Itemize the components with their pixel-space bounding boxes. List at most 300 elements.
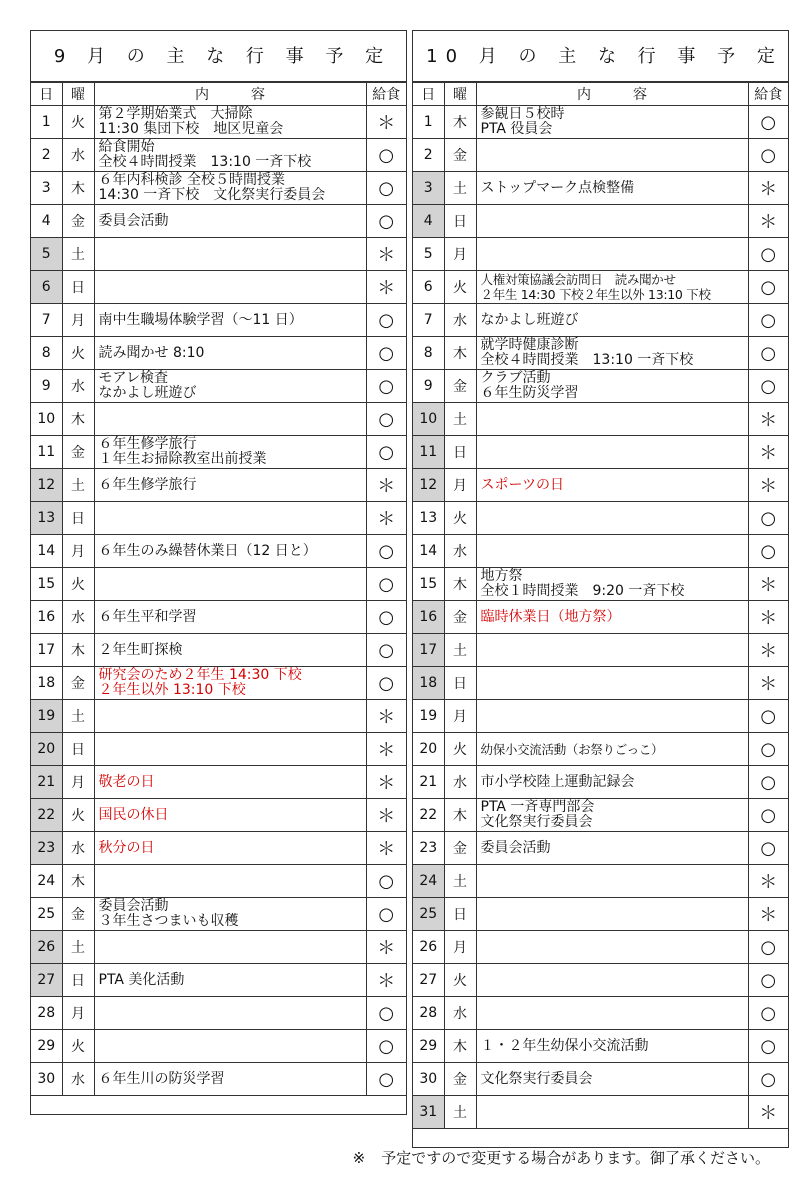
day-cell: 30	[413, 1063, 444, 1096]
day-cell: 12	[31, 469, 62, 502]
schedule-row	[31, 667, 406, 700]
day-cell: 23	[413, 832, 444, 865]
kyushoku-cell: ○	[366, 1030, 406, 1063]
weekday-cell: 火	[62, 106, 94, 139]
event-line: ６年生のみ繰替休業日（12 日と）	[98, 542, 317, 559]
schedule-row	[413, 1030, 788, 1063]
content-cell	[476, 931, 748, 964]
kyushoku-cell: ○	[748, 733, 788, 766]
schedule-row	[31, 238, 406, 271]
event-line: ６年内科検診 全校５時間授業	[98, 172, 285, 188]
weekday-cell: 土	[444, 865, 476, 898]
weekday-cell: 木	[62, 634, 94, 667]
kyushoku-cell: ＊	[366, 799, 406, 832]
weekday-cell: 月	[62, 997, 94, 1030]
header-weekday: 曜	[444, 83, 476, 106]
day-cell: 21	[413, 766, 444, 799]
schedule-row	[413, 337, 788, 370]
day-cell: 14	[31, 535, 62, 568]
content-cell	[476, 601, 748, 634]
kyushoku-cell: ○	[748, 337, 788, 370]
kyushoku-cell: ＊	[748, 865, 788, 898]
weekday-cell: 火	[444, 964, 476, 997]
kyushoku-cell: ○	[748, 997, 788, 1030]
october-rows	[413, 106, 788, 1129]
kyushoku-cell: ＊	[366, 733, 406, 766]
october-schedule	[412, 30, 789, 1148]
day-cell: 8	[31, 337, 62, 370]
content-cell	[476, 865, 748, 898]
schedule-row	[413, 634, 788, 667]
weekday-cell: 月	[444, 700, 476, 733]
content-cell	[476, 667, 748, 700]
event-line: １・２年生幼保小交流活動	[480, 1037, 649, 1054]
event-line: ２年生以外 13:10 下校	[98, 682, 246, 698]
kyushoku-cell: ＊	[748, 469, 788, 502]
day-cell: 30	[31, 1063, 62, 1096]
kyushoku-cell: ＊	[366, 832, 406, 865]
weekday-cell: 木	[444, 799, 476, 832]
weekday-cell: 日	[62, 964, 94, 997]
event-line: 敬老の日	[98, 773, 155, 790]
event-line: なかよし班遊び	[98, 385, 197, 401]
kyushoku-cell: ○	[748, 370, 788, 403]
event-line: 委員会活動	[98, 898, 169, 914]
day-cell: 11	[31, 436, 62, 469]
schedule-row	[31, 733, 406, 766]
day-cell: 23	[31, 832, 62, 865]
kyushoku-cell: ○	[748, 832, 788, 865]
kyushoku-cell: ＊	[748, 667, 788, 700]
content-cell	[94, 469, 366, 502]
day-cell: 10	[413, 403, 444, 436]
event-line: ３年生さつまいも収穫	[98, 913, 239, 929]
schedule-row	[413, 106, 788, 139]
kyushoku-cell: ＊	[366, 502, 406, 535]
kyushoku-cell: ○	[366, 865, 406, 898]
day-cell: 31	[413, 1096, 444, 1129]
event-line: 全校１時間授業 9:20 一斉下校	[480, 583, 685, 599]
content-cell	[476, 205, 748, 238]
kyushoku-cell: ＊	[748, 205, 788, 238]
event-line: 幼保小交流活動（お祭りごっこ）	[480, 741, 664, 757]
kyushoku-cell: ＊	[366, 964, 406, 997]
header-kyushoku: 給食	[748, 83, 788, 106]
event-line: 参観日５校時	[480, 106, 565, 122]
weekday-cell: 土	[62, 238, 94, 271]
event-line: 読み聞かせ 8:10	[98, 344, 205, 361]
content-cell	[476, 238, 748, 271]
event-line: ２年生町探検	[98, 641, 183, 658]
kyushoku-cell: ＊	[366, 469, 406, 502]
event-line: ６年生修学旅行	[98, 476, 197, 493]
weekday-cell: 月	[444, 931, 476, 964]
day-cell: 7	[31, 304, 62, 337]
kyushoku-cell: ＊	[748, 601, 788, 634]
kyushoku-cell: ＊	[366, 238, 406, 271]
kyushoku-cell: ○	[748, 139, 788, 172]
footnote-text: 予定ですので変更する場合があります。御了承ください。	[381, 1149, 770, 1167]
content-cell	[476, 403, 748, 436]
schedule-row	[31, 502, 406, 535]
kyushoku-cell: ＊	[748, 634, 788, 667]
kyushoku-cell: ＊	[748, 172, 788, 205]
content-cell	[476, 634, 748, 667]
content-cell	[94, 832, 366, 865]
schedule-row	[31, 469, 406, 502]
content-cell	[476, 832, 748, 865]
content-cell	[94, 535, 366, 568]
weekday-cell: 月	[444, 238, 476, 271]
day-cell: 3	[413, 172, 444, 205]
schedule-row	[413, 1096, 788, 1129]
content-cell	[476, 535, 748, 568]
kyushoku-cell: ○	[748, 1063, 788, 1096]
content-cell	[476, 304, 748, 337]
schedule-row	[31, 799, 406, 832]
event-line: 研究会のため２年生 14:30 下校	[98, 667, 302, 683]
event-line: 全校４時間授業 13:10 一斉下校	[480, 352, 694, 368]
weekday-cell: 水	[444, 997, 476, 1030]
content-cell	[476, 898, 748, 931]
schedule-row	[413, 304, 788, 337]
kyushoku-cell: ○	[748, 964, 788, 997]
day-cell: 1	[413, 106, 444, 139]
day-cell: 20	[31, 733, 62, 766]
day-cell: 24	[413, 865, 444, 898]
content-cell	[94, 700, 366, 733]
weekday-cell: 木	[444, 106, 476, 139]
day-cell: 6	[31, 271, 62, 304]
weekday-cell: 水	[62, 139, 94, 172]
kyushoku-cell: ○	[366, 337, 406, 370]
footnote-mark: ※	[352, 1149, 366, 1167]
event-line: 文化祭実行委員会	[480, 1070, 593, 1087]
kyushoku-cell: ○	[366, 568, 406, 601]
day-cell: 22	[31, 799, 62, 832]
weekday-cell: 土	[444, 634, 476, 667]
kyushoku-cell: ＊	[748, 436, 788, 469]
day-cell: 25	[31, 898, 62, 931]
weekday-cell: 金	[62, 667, 94, 700]
weekday-cell: 火	[62, 799, 94, 832]
content-cell	[94, 436, 366, 469]
header-kyushoku: 給食	[366, 83, 406, 106]
kyushoku-cell: ＊	[748, 568, 788, 601]
weekday-cell: 火	[444, 271, 476, 304]
event-line: PTA 一斉専門部会	[480, 799, 595, 815]
weekday-cell: 金	[62, 898, 94, 931]
event-line: 就学時健康診断	[480, 337, 579, 353]
day-cell: 18	[31, 667, 62, 700]
content-cell	[94, 271, 366, 304]
october-table	[413, 82, 788, 1129]
weekday-cell: 火	[62, 337, 94, 370]
weekday-cell: 木	[444, 337, 476, 370]
content-cell	[94, 634, 366, 667]
schedule-row	[413, 1063, 788, 1096]
content-cell	[94, 106, 366, 139]
kyushoku-cell: ＊	[748, 403, 788, 436]
content-cell	[94, 403, 366, 436]
day-cell: 12	[413, 469, 444, 502]
weekday-cell: 木	[62, 172, 94, 205]
schedule-row	[413, 403, 788, 436]
weekday-cell: 月	[62, 766, 94, 799]
schedule-row	[31, 271, 406, 304]
weekday-cell: 日	[62, 271, 94, 304]
event-line: ストップマーク点検整備	[480, 179, 635, 196]
event-line: モアレ検査	[98, 370, 168, 386]
event-line: 臨時休業日（地方祭）	[480, 608, 621, 625]
weekday-cell: 日	[444, 436, 476, 469]
event-line: 秋分の日	[98, 839, 155, 856]
kyushoku-cell: ○	[366, 601, 406, 634]
weekday-cell: 木	[444, 1030, 476, 1063]
day-cell: 4	[413, 205, 444, 238]
schedule-row	[31, 601, 406, 634]
event-line: 委員会活動	[98, 212, 169, 229]
schedule-row	[413, 469, 788, 502]
event-line: 国民の休日	[98, 806, 169, 823]
day-cell: 28	[31, 997, 62, 1030]
schedule-row	[413, 667, 788, 700]
day-cell: 9	[413, 370, 444, 403]
weekday-cell: 金	[444, 832, 476, 865]
event-line: 地方祭	[480, 568, 523, 584]
weekday-cell: 金	[444, 139, 476, 172]
schedule-row	[413, 601, 788, 634]
kyushoku-cell: ○	[366, 634, 406, 667]
weekday-cell: 土	[444, 403, 476, 436]
event-line: PTA 役員会	[480, 121, 553, 137]
schedule-row	[31, 304, 406, 337]
schedule-row	[413, 832, 788, 865]
header-day: 日	[31, 83, 62, 106]
event-line: なかよし班遊び	[480, 311, 579, 328]
content-cell	[94, 139, 366, 172]
schedule-row	[31, 370, 406, 403]
content-cell	[476, 172, 748, 205]
schedule-row	[31, 700, 406, 733]
schedule-row	[413, 436, 788, 469]
weekday-cell: 水	[444, 535, 476, 568]
day-cell: 21	[31, 766, 62, 799]
content-cell	[94, 667, 366, 700]
content-cell	[476, 1030, 748, 1063]
content-cell	[476, 700, 748, 733]
schedule-row	[31, 337, 406, 370]
header-weekday: 曜	[62, 83, 94, 106]
weekday-cell: 木	[444, 568, 476, 601]
event-line: 11:30 集団下校 地区児童会	[98, 121, 284, 137]
kyushoku-cell: ○	[366, 403, 406, 436]
day-cell: 26	[31, 931, 62, 964]
kyushoku-cell: ＊	[366, 106, 406, 139]
weekday-cell: 木	[62, 403, 94, 436]
schedule-row	[413, 766, 788, 799]
schedule-row	[413, 139, 788, 172]
header-row	[31, 83, 406, 106]
day-cell: 10	[31, 403, 62, 436]
content-cell	[476, 733, 748, 766]
day-cell: 26	[413, 931, 444, 964]
schedule-row	[413, 700, 788, 733]
september-table	[31, 82, 406, 1096]
event-line: 南中生職場体験学習（～11 日）	[98, 311, 303, 328]
event-line: 委員会活動	[480, 839, 551, 856]
day-cell: 27	[413, 964, 444, 997]
weekday-cell: 火	[62, 1030, 94, 1063]
kyushoku-cell: ○	[366, 370, 406, 403]
content-cell	[476, 139, 748, 172]
kyushoku-cell: ○	[748, 799, 788, 832]
content-cell	[476, 502, 748, 535]
content-cell	[94, 568, 366, 601]
weekday-cell: 土	[444, 172, 476, 205]
weekday-cell: 土	[444, 1096, 476, 1129]
kyushoku-cell: ＊	[748, 1096, 788, 1129]
kyushoku-cell: ○	[366, 436, 406, 469]
content-cell	[94, 931, 366, 964]
weekday-cell: 金	[444, 601, 476, 634]
kyushoku-cell: ○	[366, 172, 406, 205]
schedule-row	[413, 865, 788, 898]
day-cell: 19	[31, 700, 62, 733]
day-cell: 17	[31, 634, 62, 667]
content-cell	[94, 964, 366, 997]
weekday-cell: 火	[62, 568, 94, 601]
kyushoku-cell: ○	[748, 766, 788, 799]
content-cell	[94, 601, 366, 634]
content-cell	[476, 568, 748, 601]
schedule-row	[413, 997, 788, 1030]
schedule-row	[31, 436, 406, 469]
day-cell: 15	[31, 568, 62, 601]
kyushoku-cell: ○	[748, 502, 788, 535]
schedule-row	[31, 898, 406, 931]
schedule-row	[31, 832, 406, 865]
event-line: PTA 美化活動	[98, 971, 185, 988]
event-line: 全校４時間授業 13:10 一斉下校	[98, 154, 312, 170]
day-cell: 8	[413, 337, 444, 370]
kyushoku-cell: ○	[748, 700, 788, 733]
day-cell: 29	[31, 1030, 62, 1063]
content-cell	[476, 997, 748, 1030]
content-cell	[476, 1096, 748, 1129]
day-cell: 6	[413, 271, 444, 304]
weekday-cell: 月	[444, 469, 476, 502]
event-line: ６年生防災学習	[480, 385, 579, 401]
content-cell	[94, 733, 366, 766]
kyushoku-cell: ○	[366, 139, 406, 172]
kyushoku-cell: ○	[748, 238, 788, 271]
day-cell: 13	[31, 502, 62, 535]
schedule-row	[413, 238, 788, 271]
october-title: 10 月 の 主 な 行 事 予 定	[413, 31, 788, 82]
weekday-cell: 水	[62, 832, 94, 865]
schedule-row	[31, 535, 406, 568]
content-cell	[94, 502, 366, 535]
day-cell: 19	[413, 700, 444, 733]
september-schedule	[30, 30, 407, 1115]
kyushoku-cell: ○	[366, 205, 406, 238]
day-cell: 24	[31, 865, 62, 898]
event-line: 市小学校陸上運動記録会	[480, 773, 635, 790]
day-cell: 20	[413, 733, 444, 766]
schedule-row	[31, 139, 406, 172]
kyushoku-cell: ○	[366, 667, 406, 700]
weekday-cell: 水	[62, 370, 94, 403]
weekday-cell: 火	[444, 733, 476, 766]
day-cell: 18	[413, 667, 444, 700]
day-cell: 16	[31, 601, 62, 634]
day-cell: 17	[413, 634, 444, 667]
day-cell: 27	[31, 964, 62, 997]
weekday-cell: 日	[444, 205, 476, 238]
content-cell	[94, 898, 366, 931]
schedule-row	[413, 502, 788, 535]
day-cell: 5	[31, 238, 62, 271]
content-cell	[94, 766, 366, 799]
content-cell	[476, 436, 748, 469]
weekday-cell: 月	[62, 304, 94, 337]
day-cell: 5	[413, 238, 444, 271]
schedule-row	[413, 898, 788, 931]
content-cell	[94, 997, 366, 1030]
content-cell	[476, 766, 748, 799]
content-cell	[476, 964, 748, 997]
content-cell	[94, 370, 366, 403]
content-cell	[476, 469, 748, 502]
kyushoku-cell: ＊	[366, 766, 406, 799]
content-cell	[94, 865, 366, 898]
day-cell: 28	[413, 997, 444, 1030]
schedule-row	[413, 931, 788, 964]
content-cell	[94, 172, 366, 205]
kyushoku-cell: ○	[748, 304, 788, 337]
kyushoku-cell: ＊	[366, 271, 406, 304]
content-cell	[476, 799, 748, 832]
event-line: 文化祭実行委員会	[480, 814, 593, 830]
weekday-cell: 金	[444, 1063, 476, 1096]
weekday-cell: 水	[62, 601, 94, 634]
september-rows	[31, 106, 406, 1096]
schedule-row	[413, 205, 788, 238]
day-cell: 13	[413, 502, 444, 535]
day-cell: 22	[413, 799, 444, 832]
weekday-cell: 日	[62, 502, 94, 535]
content-cell	[94, 799, 366, 832]
day-cell: 1	[31, 106, 62, 139]
event-line: 第２学期始業式 大掃除	[98, 106, 253, 122]
schedule-row	[31, 766, 406, 799]
schedule-row	[413, 172, 788, 205]
content-cell	[476, 271, 748, 304]
content-cell	[476, 370, 748, 403]
day-cell: 29	[413, 1030, 444, 1063]
weekday-cell: 金	[62, 205, 94, 238]
kyushoku-cell: ○	[748, 106, 788, 139]
september-title: 9 月 の 主 な 行 事 予 定	[31, 31, 406, 82]
day-cell: 3	[31, 172, 62, 205]
content-cell	[94, 337, 366, 370]
schedule-row	[31, 931, 406, 964]
event-line: 人権対策協議会訪問日 読み聞かせ	[480, 272, 676, 287]
day-cell: 15	[413, 568, 444, 601]
weekday-cell: 日	[444, 898, 476, 931]
content-cell	[94, 1030, 366, 1063]
